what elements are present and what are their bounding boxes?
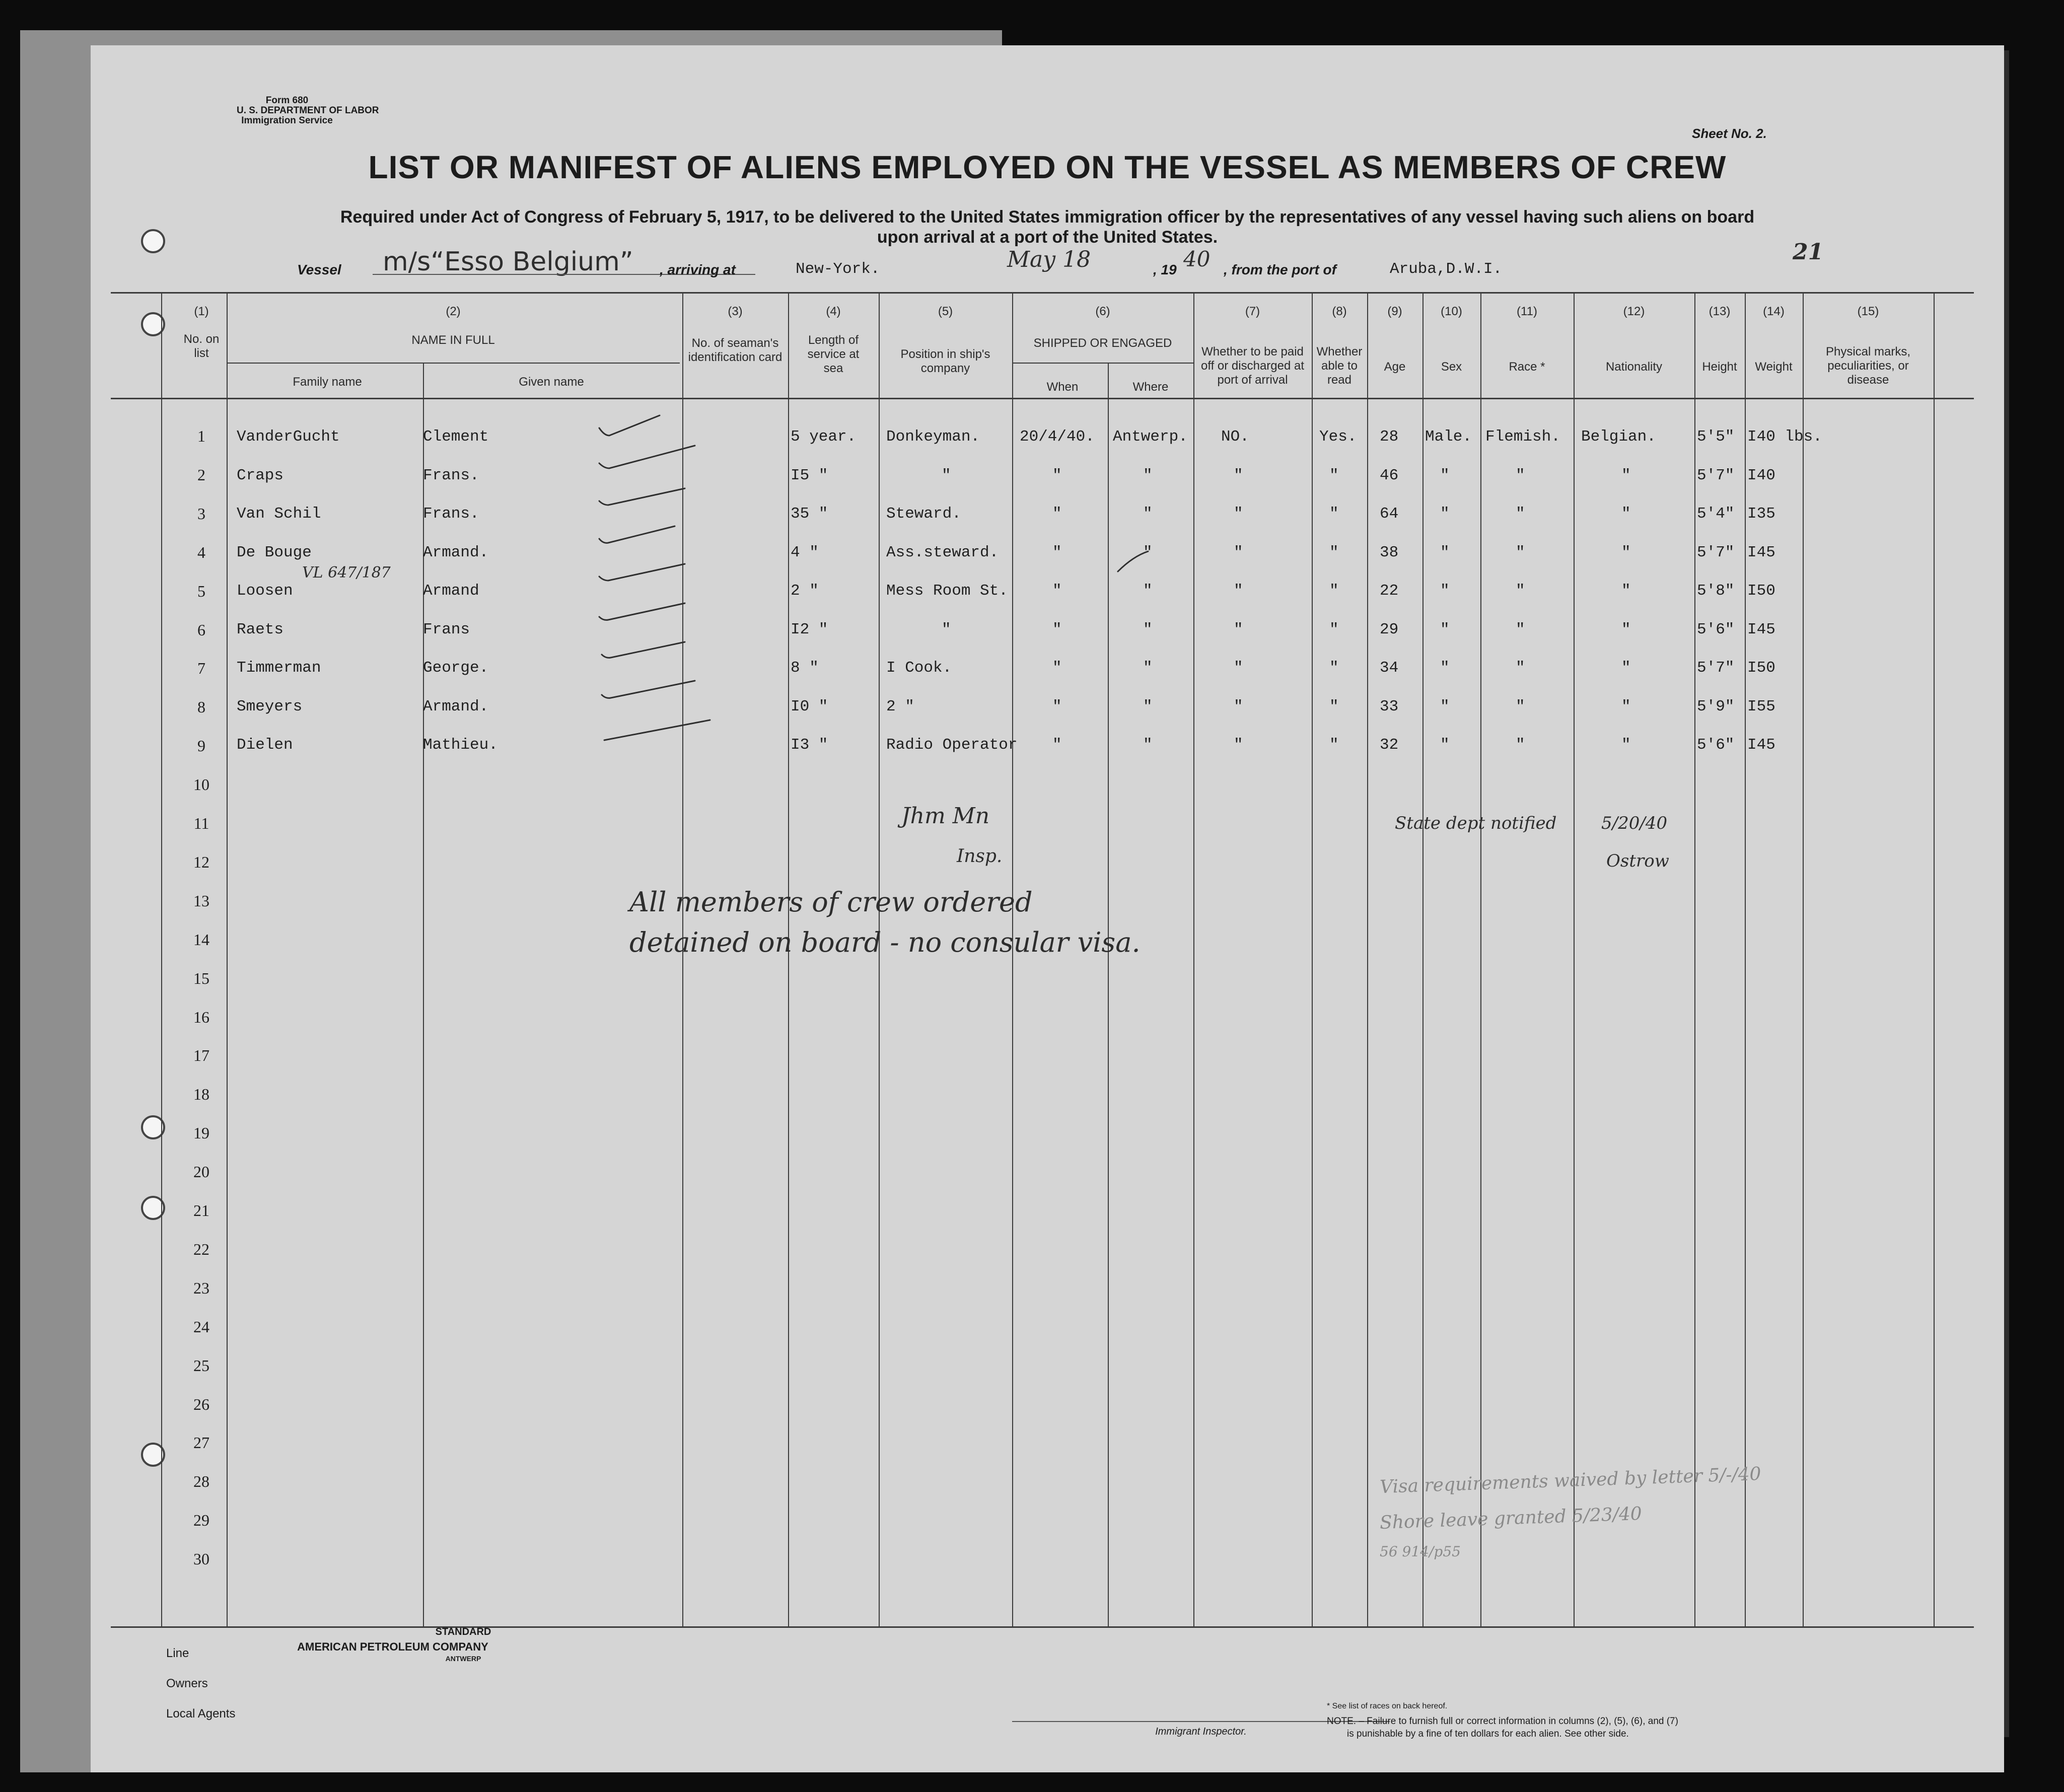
position: 2 " (886, 697, 914, 715)
shipped-when: " (1052, 582, 1062, 600)
line-value-top: STANDARD (435, 1626, 491, 1637)
able-to-read: " (1329, 582, 1339, 600)
col6-when: When (1046, 380, 1079, 394)
col9-label: Age (1384, 360, 1406, 374)
shipped-when: " (1052, 543, 1062, 561)
shipped-where: " (1143, 505, 1153, 523)
checkmark (604, 720, 710, 740)
col10-label: Sex (1441, 360, 1462, 374)
row-number: 19 (193, 1124, 209, 1142)
paid-off: " (1234, 697, 1243, 715)
row-number: 2 (197, 465, 205, 484)
able-to-read: " (1329, 505, 1339, 523)
race: " (1516, 543, 1525, 561)
able-to-read: " (1329, 620, 1339, 638)
shipped-where: " (1143, 697, 1153, 715)
given-name: Clement (423, 428, 489, 446)
row-number: 12 (193, 852, 209, 871)
pencil-stroke (1118, 551, 1148, 571)
sheet-number: Sheet No. 2. (1692, 126, 1767, 141)
row-number: 28 (193, 1472, 209, 1491)
row-number: 10 (193, 775, 209, 794)
col8-label: Whether able to read (1316, 345, 1363, 387)
shipped-when: " (1052, 620, 1062, 638)
row-number: 14 (193, 930, 209, 949)
family-name: Loosen (237, 582, 293, 600)
row-number: 30 (193, 1550, 209, 1568)
position: Radio Operator (886, 736, 1018, 754)
row-number: 22 (193, 1240, 209, 1258)
state-dept-note: State dept notified (1395, 813, 1557, 833)
weight: I45 (1747, 620, 1775, 638)
line-value: AMERICAN PETROLEUM COMPANY (297, 1640, 488, 1653)
row-number: 8 (197, 698, 205, 716)
checkmark (602, 681, 695, 698)
able-to-read: " (1329, 543, 1339, 561)
row-number: 26 (193, 1395, 209, 1413)
sex: " (1440, 505, 1450, 523)
row-number: 20 (193, 1163, 209, 1181)
races-note: * See list of races on back hereof. (1327, 1702, 1448, 1710)
age: 38 (1380, 543, 1399, 561)
sex: " (1440, 659, 1450, 677)
service-name: Immigration Service (241, 115, 333, 126)
inspector-title: Insp. (957, 846, 1003, 867)
row-number: 1 (197, 427, 205, 445)
col6-where: Where (1132, 380, 1169, 394)
row-number: 17 (193, 1046, 209, 1065)
paid-off: " (1234, 466, 1243, 484)
shipped-where: " (1143, 582, 1153, 600)
immigrant-inspector-label: Immigrant Inspector. (1155, 1726, 1247, 1737)
page-title: LIST OR MANIFEST OF ALIENS EMPLOYED ON THE VESSEL AS MEMBERS OF CREW (368, 149, 1727, 185)
weight: I55 (1747, 697, 1775, 715)
handwritten-strokes (91, 45, 2004, 1772)
age: 34 (1380, 659, 1399, 677)
given-name: Frans (423, 620, 470, 638)
col3-label: No. of seaman's identification card (688, 336, 782, 364)
row-number: 29 (193, 1511, 209, 1530)
row-number: 21 (193, 1201, 209, 1220)
col2-given-name: Given name (519, 375, 584, 389)
col2-number: (2) (446, 305, 461, 318)
row-number: 25 (193, 1356, 209, 1375)
crew-note-line-2: detained on board - no consular visa. (629, 926, 1141, 958)
age: 28 (1380, 428, 1399, 446)
age: 32 (1380, 736, 1399, 754)
row-number: 27 (193, 1433, 209, 1452)
col15-number: (15) (1857, 305, 1879, 318)
col5-number: (5) (938, 305, 953, 318)
race: " (1516, 697, 1525, 715)
col8-number: (8) (1332, 305, 1347, 318)
row-number: 4 (197, 543, 205, 561)
age: 33 (1380, 697, 1399, 715)
nationality: " (1621, 582, 1631, 600)
shipped-when: " (1052, 659, 1062, 677)
sex: " (1440, 543, 1450, 561)
position: Ass.steward. (886, 543, 999, 561)
col3-number: (3) (728, 305, 743, 318)
crew-note-line-1: All members of crew ordered (629, 886, 1033, 918)
arrival-date: May 18 (1007, 247, 1091, 272)
nationality: " (1621, 659, 1631, 677)
col12-label: Nationality (1605, 360, 1663, 374)
page-number-mark: 21 (1793, 239, 1824, 265)
penalty-note-2: is punishable by a fine of ten dollars for each alien. See other side. (1347, 1729, 1629, 1739)
nationality: " (1621, 505, 1631, 523)
height: 5'7" (1697, 659, 1735, 677)
shipped-when: " (1052, 736, 1062, 754)
race: " (1516, 582, 1525, 600)
checkmark (599, 564, 685, 581)
col10-number: (10) (1441, 305, 1462, 318)
col2-family-name: Family name (293, 375, 362, 389)
paid-off: " (1234, 543, 1243, 561)
penalty-note-1: NOTE. – Failure to furnish full or correct information in columns (2), (5), (6), and (7) (1327, 1716, 1678, 1727)
vessel-label: Vessel (297, 262, 341, 277)
form-number: Form 680 (265, 95, 309, 106)
paid-off: " (1234, 582, 1243, 600)
col7-label: Whether to be paid off or discharged at port of arrival (1200, 345, 1305, 387)
shipped-where: " (1143, 543, 1153, 561)
service-length: I2 " (791, 620, 828, 638)
service-length: 8 " (791, 659, 819, 677)
family-name: Smeyers (237, 697, 303, 715)
given-name: Armand. (423, 543, 489, 561)
shipped-where: " (1143, 466, 1153, 484)
shipped-when: 20/4/40. (1020, 428, 1095, 446)
subtitle-line-2: upon arrival at a port of the United States. (877, 228, 1218, 247)
col12-number: (12) (1623, 305, 1645, 318)
sex: " (1440, 697, 1450, 715)
line-value-bottom: ANTWERP (445, 1655, 481, 1663)
row-number: 7 (197, 659, 205, 678)
row-number: 6 (197, 620, 205, 639)
inspector-signature: Jhm Mn (901, 803, 990, 829)
race: " (1516, 736, 1525, 754)
from-port: Aruba,D.W.I. (1390, 260, 1503, 278)
shipped-when: " (1052, 697, 1062, 715)
col13-label: Height (1702, 360, 1737, 374)
given-name: Frans. (423, 505, 479, 523)
service-length: 4 " (791, 543, 819, 561)
row-number: 11 (193, 814, 209, 832)
race: " (1516, 620, 1525, 638)
sex: " (1440, 466, 1450, 484)
weight: I40 (1747, 466, 1775, 484)
col11-label: Race * (1509, 360, 1545, 374)
family-name: Dielen (237, 736, 293, 754)
checkmark (599, 415, 660, 436)
checkmark (599, 526, 675, 543)
date-note: 5/20/40 (1601, 813, 1668, 833)
shipped-where: Antwerp. (1113, 428, 1188, 446)
visa-note-line-2: Shore leave granted 5/23/40 (1379, 1503, 1643, 1534)
col15-label: Physical marks, peculiarities, or disease (1825, 345, 1911, 387)
row-number: 18 (193, 1085, 209, 1104)
checkmark (599, 603, 685, 620)
given-name: Armand (423, 582, 479, 600)
position: " (942, 620, 951, 638)
checkmark (599, 446, 695, 468)
sex: " (1440, 736, 1450, 754)
vessel-name: m/s“Esso Belgium” (383, 247, 633, 277)
col4-number: (4) (826, 305, 841, 318)
service-length: I5 " (791, 466, 828, 484)
col1-number: (1) (194, 305, 209, 318)
col14-number: (14) (1763, 305, 1785, 318)
nationality: " (1621, 697, 1631, 715)
line-label: Line (166, 1646, 189, 1660)
race: " (1516, 466, 1525, 484)
col4-label: Length of service at sea (807, 333, 860, 375)
weight: I35 (1747, 505, 1775, 523)
position: Mess Room St. (886, 582, 1008, 600)
height: 5'6" (1697, 620, 1735, 638)
position: " (942, 466, 951, 484)
manifest-sheet (91, 45, 2004, 1772)
shipped-where: " (1143, 620, 1153, 638)
height: 5'7" (1697, 543, 1735, 561)
service-length: 2 " (791, 582, 819, 600)
service-length: 35 " (791, 505, 828, 523)
col6-label: SHIPPED OR ENGAGED (1033, 336, 1172, 350)
height: 5'7" (1697, 466, 1735, 484)
row-number: 5 (197, 582, 205, 600)
age: 64 (1380, 505, 1399, 523)
initials-note: Ostrow (1606, 851, 1669, 871)
height: 5'8" (1697, 582, 1735, 600)
able-to-read: " (1329, 659, 1339, 677)
visa-note-line-1: Visa requirements waived by letter 5/-/40 (1379, 1463, 1762, 1498)
row-number: 9 (197, 737, 205, 755)
shipped-when: " (1052, 505, 1062, 523)
col5-label: Position in ship's company (900, 347, 990, 375)
col9-number: (9) (1387, 305, 1402, 318)
given-name: Mathieu. (423, 736, 498, 754)
owners-label: Owners (166, 1677, 208, 1690)
col6-number: (6) (1095, 305, 1110, 318)
subtitle-line-1: Required under Act of Congress of February 5, 1917, to be delivered to the United States immigration officer by the representatives of any vessel having such aliens on board (340, 207, 1755, 227)
sex: " (1440, 582, 1450, 600)
weight: I45 (1747, 736, 1775, 754)
nationality: " (1621, 543, 1631, 561)
from-port-label: , from the port of (1224, 262, 1336, 277)
given-name: Frans. (423, 466, 479, 484)
weight: I50 (1747, 582, 1775, 600)
height: 5'6" (1697, 736, 1735, 754)
row-number: 3 (197, 504, 205, 523)
col7-number: (7) (1245, 305, 1260, 318)
weight: I45 (1747, 543, 1775, 561)
height: 5'4" (1697, 505, 1735, 523)
row-number: 13 (193, 891, 209, 910)
given-name: George. (423, 659, 489, 677)
race: " (1516, 505, 1525, 523)
department-name: U. S. DEPARTMENT OF LABOR (237, 105, 379, 116)
sex: " (1440, 620, 1450, 638)
family-name: Raets (237, 620, 284, 638)
given-name: Armand. (423, 697, 489, 715)
sex: Male. (1425, 428, 1472, 446)
family-name: VanderGucht (237, 428, 340, 446)
paid-off: NO. (1221, 428, 1249, 446)
checkmark (599, 488, 685, 505)
family-name: Craps (237, 466, 284, 484)
row-number: 23 (193, 1278, 209, 1297)
able-to-read: Yes. (1319, 428, 1357, 446)
reference-note: 56 914/p55 (1380, 1543, 1461, 1560)
paid-off: " (1234, 736, 1243, 754)
age: 29 (1380, 620, 1399, 638)
year-prefix: , 19 (1153, 262, 1177, 277)
col1-label: No. on list (183, 332, 220, 360)
nationality: Belgian. (1581, 428, 1656, 446)
row-number: 16 (193, 1008, 209, 1026)
nationality: " (1621, 466, 1631, 484)
race: " (1516, 659, 1525, 677)
nationality: " (1621, 620, 1631, 638)
arrival-year: 40 (1183, 247, 1211, 271)
vl-note: VL 647/187 (302, 564, 391, 582)
family-name: Van Schil (237, 505, 321, 523)
position: I Cook. (886, 659, 952, 677)
service-length: I0 " (791, 697, 828, 715)
race: Flemish. (1485, 428, 1560, 446)
age: 22 (1380, 582, 1399, 600)
service-length: I3 " (791, 736, 828, 754)
nationality: " (1621, 736, 1631, 754)
able-to-read: " (1329, 697, 1339, 715)
weight: I40 lbs. (1747, 428, 1822, 446)
row-number: 15 (193, 969, 209, 987)
paid-off: " (1234, 620, 1243, 638)
able-to-read: " (1329, 736, 1339, 754)
col13-number: (13) (1709, 305, 1731, 318)
height: 5'5" (1697, 428, 1735, 446)
checkmark (602, 642, 685, 658)
shipped-where: " (1143, 736, 1153, 754)
col14-label: Weight (1755, 360, 1793, 374)
col11-number: (11) (1517, 305, 1537, 318)
arriving-label: , arriving at (660, 262, 736, 277)
paid-off: " (1234, 505, 1243, 523)
family-name: Timmerman (237, 659, 321, 677)
service-length: 5 year. (791, 428, 857, 446)
row-number: 24 (193, 1317, 209, 1336)
position: Donkeyman. (886, 428, 980, 446)
weight: I50 (1747, 659, 1775, 677)
able-to-read: " (1329, 466, 1339, 484)
paid-off: " (1234, 659, 1243, 677)
family-name: De Bouge (237, 543, 312, 561)
height: 5'9" (1697, 697, 1735, 715)
shipped-where: " (1143, 659, 1153, 677)
local-agents-label: Local Agents (166, 1707, 236, 1721)
arriving-port: New-York. (796, 260, 880, 278)
col2-label: NAME IN FULL (411, 333, 495, 347)
shipped-when: " (1052, 466, 1062, 484)
position: Steward. (886, 505, 961, 523)
age: 46 (1380, 466, 1399, 484)
